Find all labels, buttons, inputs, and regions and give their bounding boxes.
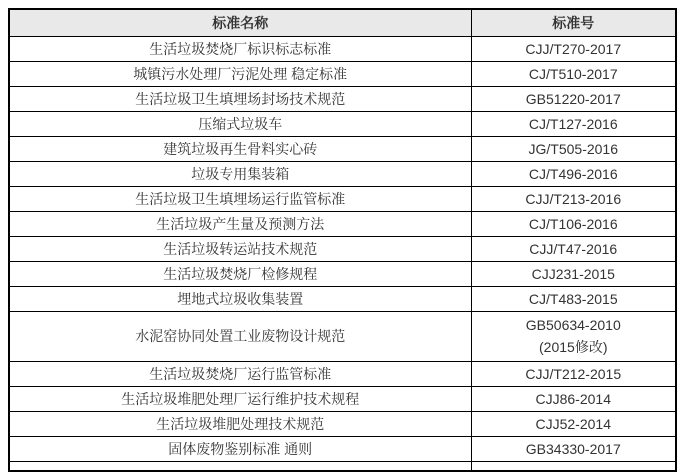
- standard-number-cell: CJJ52-2014: [471, 412, 676, 437]
- standard-name-cell: 生活垃圾焚烧厂检修规程: [9, 262, 471, 287]
- standard-number-cell: [471, 462, 676, 472]
- standard-number-line-1: GB50634-2010: [525, 316, 621, 333]
- standard-number-cell: GB34330-2017: [471, 437, 676, 462]
- header-row: [9, 9, 676, 37]
- standard-number-cell: CJJ231-2015: [471, 262, 676, 287]
- standard-number-cell: CJ/T483-2015: [471, 287, 676, 312]
- table-row: [9, 237, 676, 262]
- table-row: [9, 412, 676, 437]
- standard-number-cell: CJ/T127-2016: [471, 112, 676, 137]
- table-row: [9, 437, 676, 462]
- standard-name-cell: 生活垃圾卫生填埋场运行监管标准: [9, 187, 471, 212]
- table-row: [9, 137, 676, 162]
- standard-number-line-2: (2015修改): [539, 338, 608, 355]
- standard-number-cell: CJJ/T47-2016: [471, 237, 676, 262]
- standard-name-cell: 生活垃圾转运站技术规范: [9, 237, 471, 262]
- standard-name-cell: 生活垃圾堆肥处理厂运行维护技术规程: [9, 387, 471, 412]
- table-row: [9, 187, 676, 212]
- standard-name-cell: 固体废物鉴别标准 通则: [9, 437, 471, 462]
- standard-number-cell: CJJ/T213-2016: [471, 187, 676, 212]
- standard-name-cell: 压缩式垃圾车: [9, 112, 471, 137]
- standard-name-cell: 生活垃圾焚烧厂标识标志标准: [9, 37, 471, 62]
- standard-name-cell: 城镇污水处理厂污泥处理 稳定标准: [9, 62, 471, 87]
- standard-name-cell: 埋地式垃圾收集装置: [9, 287, 471, 312]
- table-row-partial: [9, 462, 676, 472]
- standard-name-cell: 水泥窑协同处置工业废物设计规范: [9, 312, 471, 362]
- standard-name-cell: 建筑垃圾再生骨料实心砖: [9, 137, 471, 162]
- table-row: [9, 162, 676, 187]
- standards-table-body: [9, 37, 676, 472]
- standard-name-cell: 生活垃圾焚烧厂运行监管标准: [9, 362, 471, 387]
- standard-number-cell: CJ/T510-2017: [471, 62, 676, 87]
- standards-table-header: [9, 9, 676, 37]
- standards-table: [8, 8, 677, 472]
- table-row: [9, 312, 676, 362]
- standard-number-cell: JG/T505-2016: [471, 137, 676, 162]
- standard-name-cell: [9, 462, 471, 472]
- table-row: [9, 62, 676, 87]
- standard-number-cell: CJJ/T212-2015: [471, 362, 676, 387]
- standard-number-cell: CJ/T106-2016: [471, 212, 676, 237]
- standard-name-cell: 生活垃圾堆肥处理技术规范: [9, 412, 471, 437]
- standard-number-cell: CJJ86-2014: [471, 387, 676, 412]
- table-row: [9, 362, 676, 387]
- column-header-standard-name: 标准名称: [9, 9, 471, 37]
- table-row: [9, 287, 676, 312]
- standard-number-cell: [471, 312, 676, 362]
- standard-number-cell: GB51220-2017: [471, 87, 676, 112]
- table-row: [9, 387, 676, 412]
- standard-name-cell: 生活垃圾产生量及预测方法: [9, 212, 471, 237]
- column-header-standard-number: 标准号: [471, 9, 676, 37]
- standard-name-cell: 生活垃圾卫生填埋场封场技术规范: [9, 87, 471, 112]
- standard-number-cell: CJ/T496-2016: [471, 162, 676, 187]
- table-row: [9, 112, 676, 137]
- table-row: [9, 262, 676, 287]
- standard-number-cell: CJJ/T270-2017: [471, 37, 676, 62]
- standard-name-cell: 垃圾专用集装箱: [9, 162, 471, 187]
- table-row: [9, 37, 676, 62]
- table-row: [9, 212, 676, 237]
- table-row: [9, 87, 676, 112]
